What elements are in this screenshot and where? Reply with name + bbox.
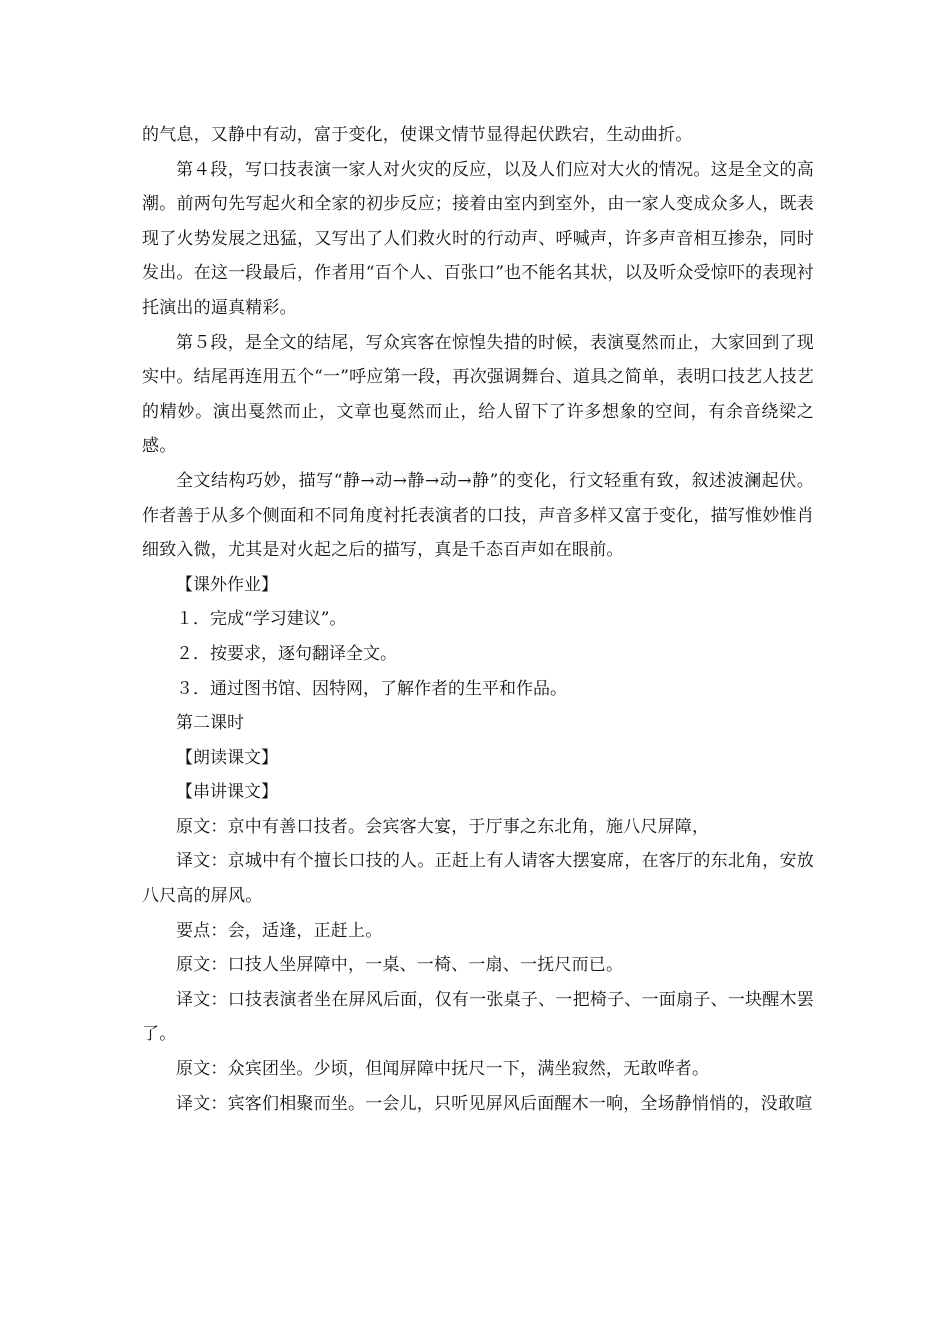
document-body [142,118,814,1121]
original-text-3: 原文：众宾团坐。少顷，但闻屏障中抚尺一下，满坐寂然，无敢哗者。 [176,1059,710,1080]
paragraph-section-5: 第５段，是全文的结尾，写众宾客在惊惶失措的时候，表演戛然而止，大家回到了现实中。结尾再连用五个“一”呼应第一段，再次强调舞台、道具之简单，表明口技艺人技艺的精妙。演出戛然而止，文章也戛然而止，给人留下了许多想象的空间，有余音绕梁之感。 [142,332,814,457]
homework-item-1: １．完成“学习建议”。 [176,609,347,630]
heading-second-lesson: 第二课时 [176,713,244,734]
heading-read-aloud: 【朗读课文】 [176,747,278,768]
heading-homework: 【课外作业】 [176,574,278,595]
original-text-1: 原文：京中有善口技者。会宾客大宴，于厅事之东北角，施八尺屏障， [176,816,710,837]
paragraph-summary: 全文结构巧妙，描写“静→动→静→动→静”的变化，行文轻重有致，叙述波澜起伏。作者善于从多个侧面和不同角度衬托表演者的口技，声音多样又富于变化，描写惟妙惟肖细致入微，尤其是对火起之后的描写，真是千态百声如在眼前。 [142,470,814,561]
translation-3: 译文：宾客们相聚而坐。一会儿，只听见屏风后面醒木一响，全场静悄悄的，没敢喧 [176,1093,813,1114]
homework-item-2: ２．按要求，逐句翻译全文。 [176,643,397,664]
paragraph-continuation: 的气息，又静中有动，富于变化，使课文情节显得起伏跌宕，生动曲折。 [142,125,693,145]
translation-2: 译文：口技表演者坐在屏风后面，仅有一张桌子、一把椅子、一面扇子、一块醒木罢了。 [142,989,814,1045]
key-point-1: 要点：会，适逢，正赶上。 [176,920,383,941]
translation-1: 译文：京城中有个擅长口技的人。正赶上有人请客大摆宴席，在客厅的东北角，安放八尺高的屏风。 [142,851,814,907]
heading-explanation: 【串讲课文】 [176,782,278,803]
homework-item-3: ３．通过图书馆、因特网，了解作者的生平和作品。 [176,678,567,699]
original-text-2: 原文：口技人坐屏障中，一桌、一椅、一扇、一抚尺而已。 [176,955,624,976]
paragraph-section-4: 第４段，写口技表演一家人对火灾的反应，以及人们应对大火的情况。这是全文的高潮。前两句先写起火和全家的初步反应；接着由室内到室外，由一家人变成众多人，既表现了火势发展之迅猛，又写出了人们救火时的行动声、呼喊声，许多声音相互掺杂，同时发出。在这一段最后，作者用“百个人、百张口”也不能名其状，以及听众受惊吓的表现衬托演出的逼真精彩。 [142,159,814,318]
